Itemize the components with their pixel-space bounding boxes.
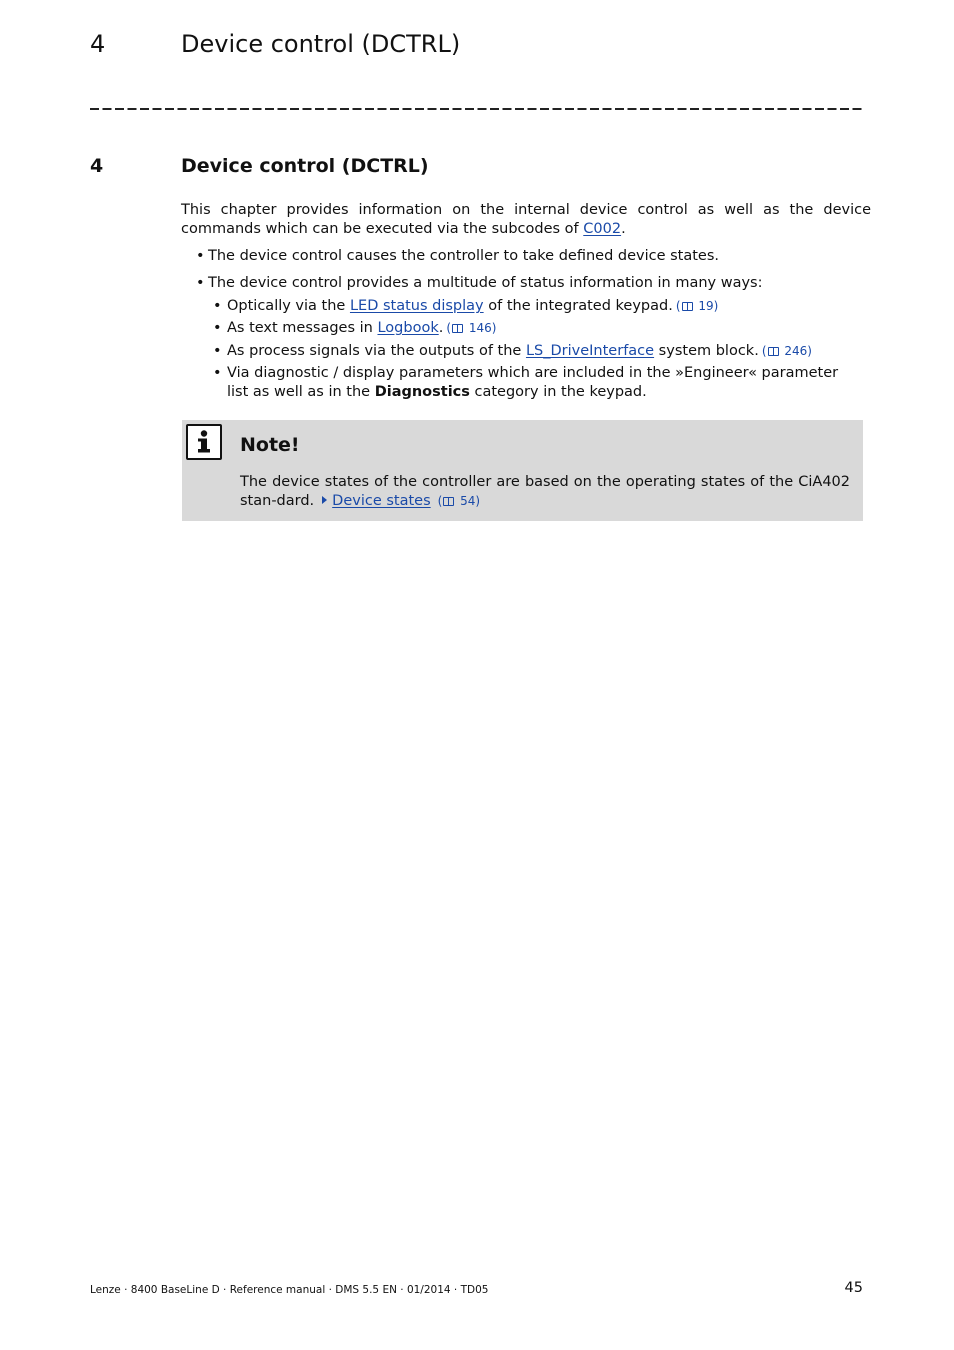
page-number: 45 — [844, 1280, 863, 1296]
page-reference[interactable] — [438, 494, 480, 508]
chapter-title: Device control (DCTRL) — [181, 155, 429, 177]
sub-bullet-post: system block. — [654, 343, 759, 359]
bullet-marker: • — [213, 320, 222, 336]
ref-open: ( — [446, 321, 452, 335]
sub-bullet-post: . — [438, 320, 444, 336]
footer-document-info: Lenze · 8400 BaseLine D · Reference manual · DMS 5.5 EN · 01/2014 · TD05 — [90, 1284, 489, 1296]
intro-paragraph — [181, 201, 871, 239]
ref-page: 246) — [780, 344, 812, 358]
sub-bullet-pre: Optically via the — [227, 298, 350, 314]
ref-open: ( — [675, 299, 681, 313]
ref-page: 54) — [456, 494, 481, 508]
running-header-number: 4 — [90, 30, 106, 58]
header-divider — [90, 108, 863, 110]
sub-bullet-pre: As text messages in — [227, 320, 378, 336]
sub-bullet-pre: Via diagnostic / display parameters which are included in the »Engineer« parameter list as well as in the — [227, 365, 839, 400]
ref-open: ( — [437, 494, 443, 508]
led-status-display-link[interactable]: LED status display — [349, 298, 484, 314]
ref-open: ( — [761, 344, 767, 358]
bullet-marker: • — [213, 343, 222, 359]
bullet-item — [181, 274, 871, 293]
sub-bullet-item — [208, 364, 858, 402]
note-title: Note! — [240, 434, 300, 456]
ref-page: 19) — [694, 299, 719, 313]
bullet-text: The device control provides a multitude of status information in many ways: — [208, 275, 763, 291]
book-icon — [682, 302, 693, 311]
c002-link[interactable]: C002 — [583, 221, 622, 237]
sub-bullet-item — [208, 297, 858, 316]
book-icon — [443, 497, 454, 506]
book-icon — [452, 324, 463, 333]
bullet-marker: • — [196, 275, 205, 291]
intro-text: This chapter provides information on the internal device control as well as the device commands which can be executed via the subcodes of — [181, 202, 871, 237]
sub-bullet-post: of the integrated keypad. — [483, 298, 673, 314]
note-body: The device states of the controller are based on the operating states of the CiA402 stan-dard. — [240, 474, 850, 509]
device-states-link[interactable]: Device states — [332, 493, 431, 509]
bullet-marker: • — [213, 298, 222, 314]
info-icon — [186, 424, 222, 460]
arrow-right-icon — [322, 496, 327, 504]
intro-end: . — [621, 221, 626, 237]
chapter-number: 4 — [90, 155, 104, 177]
bullet-marker: • — [196, 248, 205, 264]
sub-bullet-text — [227, 319, 858, 338]
sub-bullet-item — [208, 342, 858, 361]
book-icon — [768, 347, 779, 356]
bullet-marker: • — [213, 365, 222, 381]
running-header-title: Device control (DCTRL) — [181, 30, 461, 58]
page-reference[interactable] — [446, 321, 496, 335]
sub-bullet-pre: As process signals via the outputs of the — [227, 343, 526, 359]
sub-bullet-post: category in the keypad. — [469, 384, 647, 400]
diagnostics-term: Diagnostics — [374, 384, 470, 400]
ref-page: 146) — [465, 321, 497, 335]
sub-bullet-text — [227, 342, 858, 361]
bullet-text: The device control causes the controller to take defined device states. — [208, 248, 720, 264]
sub-bullet-item — [208, 319, 858, 338]
logbook-link[interactable]: Logbook — [377, 320, 439, 336]
page-reference[interactable] — [676, 299, 718, 313]
page-reference[interactable] — [762, 344, 812, 358]
sub-bullet-text — [227, 297, 858, 316]
bullet-item — [181, 247, 871, 266]
note-text — [240, 473, 850, 511]
sub-bullet-text — [227, 364, 858, 402]
ls-driveinterface-link[interactable]: LS_DriveInterface — [525, 343, 655, 359]
